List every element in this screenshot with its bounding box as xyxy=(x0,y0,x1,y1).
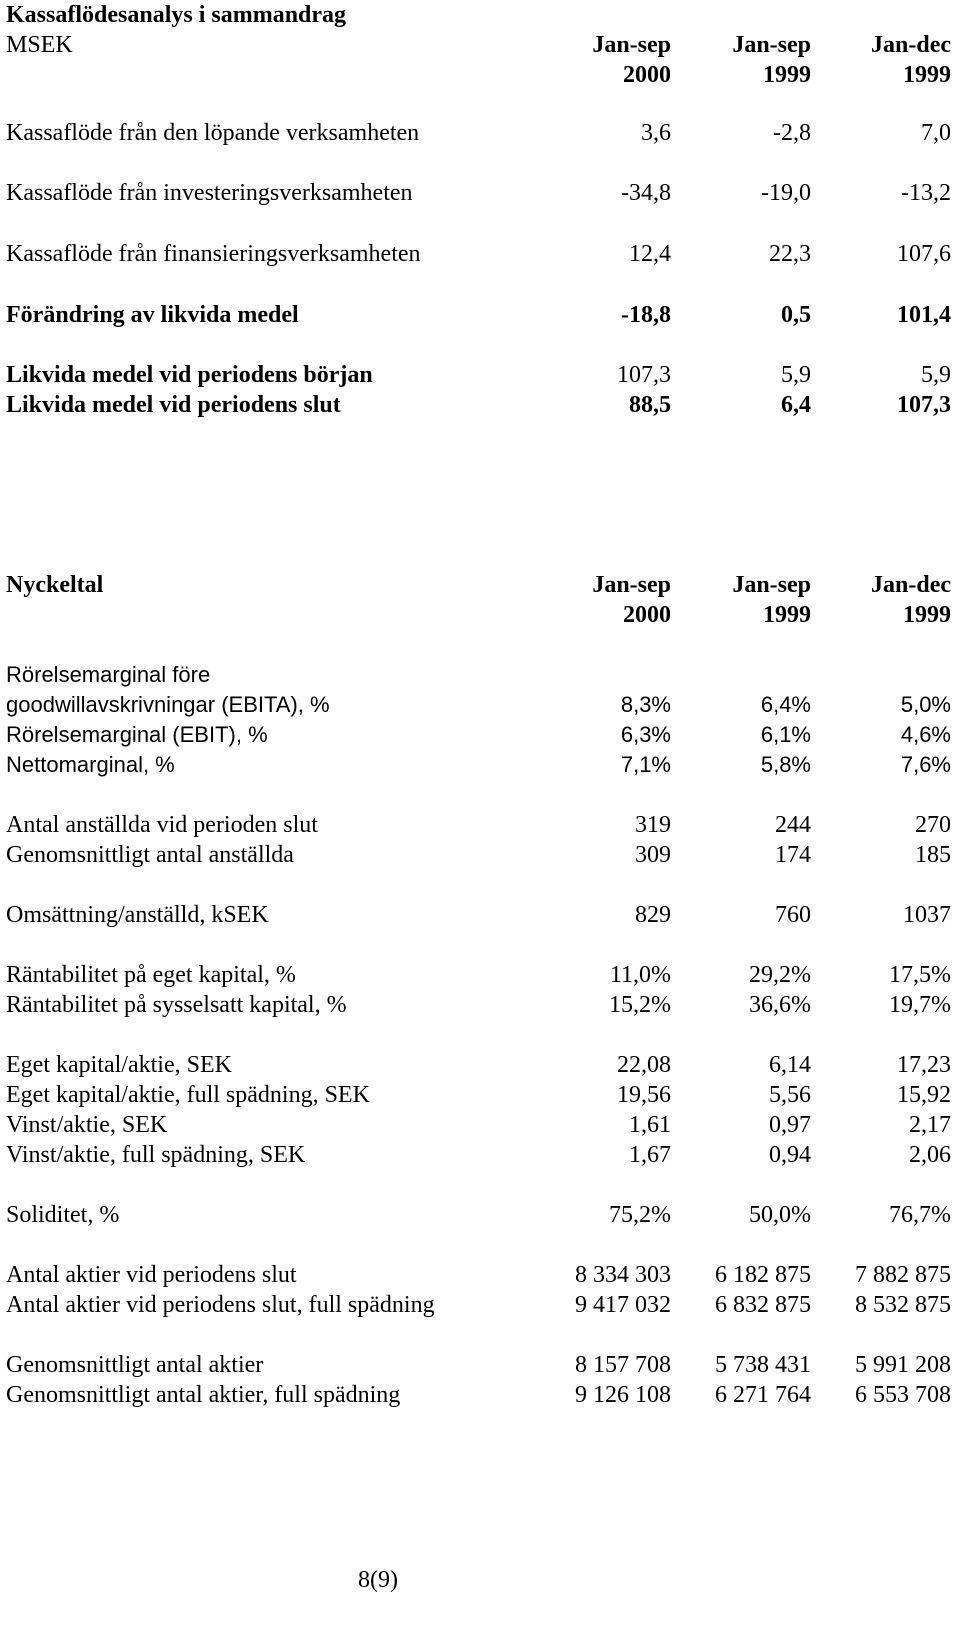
col-header-period: Jan-dec xyxy=(871,32,951,58)
col-header-period: Jan-dec xyxy=(871,572,951,598)
row-label: Eget kapital/aktie, SEK xyxy=(6,1052,232,1078)
cell-value: 6 553 708 xyxy=(855,1382,951,1408)
cell-value: 22,3 xyxy=(769,241,811,267)
cell-value: 88,5 xyxy=(629,392,671,418)
cell-value: -13,2 xyxy=(901,180,951,206)
col-header-year: 1999 xyxy=(903,602,951,628)
cell-value: 5 738 431 xyxy=(715,1352,811,1378)
cell-value: 2,17 xyxy=(909,1112,951,1138)
row-label: Förändring av likvida medel xyxy=(6,302,299,328)
col-header-period: Jan-sep xyxy=(592,572,671,598)
cell-value: 4,6% xyxy=(900,722,951,747)
cell-value: 75,2% xyxy=(609,1202,671,1228)
cell-value: 244 xyxy=(775,812,811,838)
cell-value: 5 991 208 xyxy=(855,1352,951,1378)
col-header-year: 1999 xyxy=(763,602,811,628)
cell-value: -19,0 xyxy=(761,180,811,206)
row-label: Genomsnittligt antal aktier, full spädning xyxy=(6,1382,401,1408)
cell-value: 17,23 xyxy=(897,1052,951,1078)
row-label: Omsättning/anställd, kSEK xyxy=(6,902,269,928)
cell-value: 1037 xyxy=(903,902,951,928)
cell-value: 309 xyxy=(635,842,671,868)
cell-value: 17,5% xyxy=(889,962,951,988)
cell-value: 11,0% xyxy=(609,962,671,988)
cell-value: 0,5 xyxy=(781,302,811,328)
cell-value: 22,08 xyxy=(617,1052,671,1078)
row-label: Likvida medel vid periodens början xyxy=(6,362,373,388)
col-header-year: 1999 xyxy=(763,62,811,88)
cell-value: 107,3 xyxy=(897,392,951,418)
cell-value: 36,6% xyxy=(749,992,811,1018)
cell-value: 19,7% xyxy=(889,992,951,1018)
col-header-year: 2000 xyxy=(623,602,671,628)
cell-value: 5,9 xyxy=(921,362,951,388)
cell-value: 3,6 xyxy=(641,120,671,146)
cell-value: 1,67 xyxy=(629,1142,671,1168)
cell-value: 829 xyxy=(635,902,671,928)
cell-value: 6 832 875 xyxy=(715,1292,811,1318)
row-label: Soliditet, % xyxy=(6,1202,120,1228)
cell-value: 15,2% xyxy=(609,992,671,1018)
col-header-period: Jan-sep xyxy=(732,572,811,598)
row-label: Genomsnittligt antal anställda xyxy=(6,842,294,868)
cell-value: 7,6% xyxy=(900,752,951,777)
page-number: 8(9) xyxy=(358,1567,398,1593)
cell-value: 7,1% xyxy=(620,752,671,777)
cell-value: 7 882 875 xyxy=(855,1262,951,1288)
cell-value: 5,9 xyxy=(781,362,811,388)
cell-value: 107,6 xyxy=(897,241,951,267)
cashflow-title: Kassaflödesanalys i sammandrag xyxy=(6,2,347,28)
cell-value: -2,8 xyxy=(773,120,811,146)
row-label: Antal aktier vid periodens slut, full spädning xyxy=(6,1292,435,1318)
row-label: Kassaflöde från den löpande verksamheten xyxy=(6,120,420,146)
cell-value: 760 xyxy=(775,902,811,928)
cell-value: 6 271 764 xyxy=(715,1382,811,1408)
keyfigures-title: Nyckeltal xyxy=(6,572,104,598)
cell-value: 76,7% xyxy=(889,1202,951,1228)
cell-value: 8 334 303 xyxy=(575,1262,671,1288)
row-label: Eget kapital/aktie, full spädning, SEK xyxy=(6,1082,370,1108)
cell-value: 6,3% xyxy=(620,722,671,747)
row-label: Rörelsemarginal före xyxy=(6,662,211,687)
row-label: Rörelsemarginal (EBIT), % xyxy=(6,722,268,747)
cell-value: 1,61 xyxy=(629,1112,671,1138)
cell-value: 185 xyxy=(915,842,951,868)
col-header-year: 2000 xyxy=(623,62,671,88)
col-header-period: Jan-sep xyxy=(592,32,671,58)
cell-value: 8,3% xyxy=(620,692,671,717)
cell-value: 6,1% xyxy=(760,722,811,747)
cell-value: 5,8% xyxy=(760,752,811,777)
col-header-year: 1999 xyxy=(903,62,951,88)
row-label: Antal anställda vid perioden slut xyxy=(6,812,318,838)
cell-value: 6,14 xyxy=(769,1052,811,1078)
cell-value: -34,8 xyxy=(621,180,671,206)
row-label: Kassaflöde från investeringsverksamheten xyxy=(6,180,413,206)
cell-value: 29,2% xyxy=(749,962,811,988)
cell-value: 107,3 xyxy=(617,362,671,388)
row-label: Räntabilitet på sysselsatt kapital, % xyxy=(6,992,347,1018)
cell-value: 101,4 xyxy=(897,302,951,328)
cell-value: 8 157 708 xyxy=(575,1352,671,1378)
cell-value: 19,56 xyxy=(617,1082,671,1108)
cell-value: 15,92 xyxy=(897,1082,951,1108)
cell-value: 6,4 xyxy=(781,392,811,418)
cell-value: 50,0% xyxy=(749,1202,811,1228)
cell-value: 6,4% xyxy=(760,692,811,717)
cell-value: 9 417 032 xyxy=(575,1292,671,1318)
row-label: Likvida medel vid periodens slut xyxy=(6,392,341,418)
cell-value: 0,94 xyxy=(769,1142,811,1168)
cell-value: 2,06 xyxy=(909,1142,951,1168)
cell-value: 8 532 875 xyxy=(855,1292,951,1318)
row-label: Nettomarginal, % xyxy=(6,752,175,777)
cell-value: 9 126 108 xyxy=(575,1382,671,1408)
cell-value: 319 xyxy=(635,812,671,838)
cell-value: 6 182 875 xyxy=(715,1262,811,1288)
row-label: Räntabilitet på eget kapital, % xyxy=(6,962,296,988)
cell-value: 270 xyxy=(915,812,951,838)
cell-value: 5,56 xyxy=(769,1082,811,1108)
cell-value: -18,8 xyxy=(621,302,671,328)
row-label: Genomsnittligt antal aktier xyxy=(6,1352,264,1378)
row-label: Vinst/aktie, SEK xyxy=(6,1112,168,1138)
cell-value: 7,0 xyxy=(921,120,951,146)
cell-value: 12,4 xyxy=(629,241,671,267)
row-label: Antal aktier vid periodens slut xyxy=(6,1262,297,1288)
col-header-period: Jan-sep xyxy=(732,32,811,58)
row-label: goodwillavskrivningar (EBITA), % xyxy=(6,692,330,717)
row-label: Vinst/aktie, full spädning, SEK xyxy=(6,1142,306,1168)
cell-value: 5,0% xyxy=(900,692,951,717)
row-label: Kassaflöde från finansieringsverksamheten xyxy=(6,241,421,267)
cell-value: 0,97 xyxy=(769,1112,811,1138)
cell-value: 174 xyxy=(775,842,811,868)
unit-label: MSEK xyxy=(6,32,73,58)
